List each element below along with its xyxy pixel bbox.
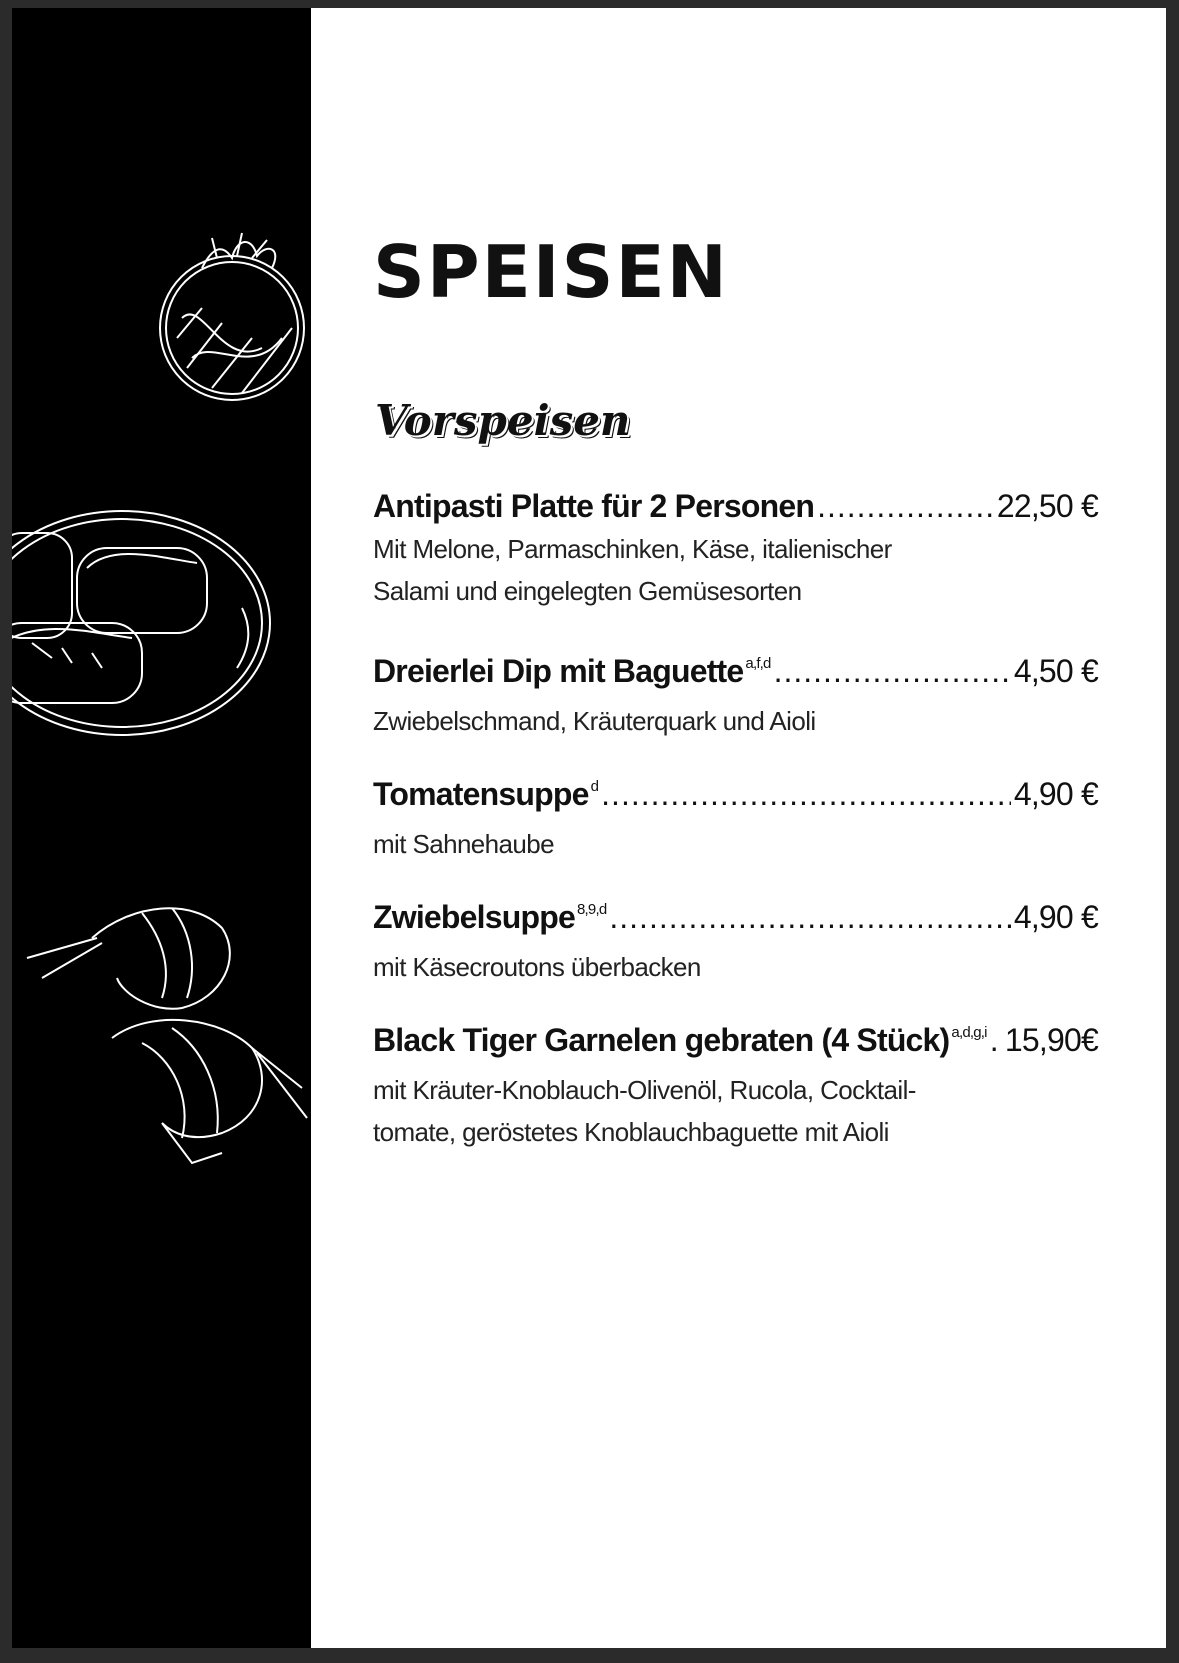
shrimp-icon: [22, 898, 311, 1178]
dot-leader: [817, 486, 994, 526]
dot-leader: [609, 897, 1010, 937]
description-line: mit Käsecroutons überbacken: [373, 952, 701, 982]
sidebar-illustrations: [12, 8, 311, 1648]
item-price: 15,90€: [1004, 1022, 1098, 1058]
description-line: mit Sahnehaube: [373, 829, 554, 859]
item-name: Tomatensuppe: [373, 776, 589, 812]
allergen-codes: d: [590, 778, 599, 795]
menu-item: [373, 897, 1098, 988]
menu-item-row: [373, 486, 1098, 526]
item-price: 22,50 €: [996, 488, 1098, 524]
allergen-codes: 8,9,d: [577, 901, 607, 918]
section-title: Vorspeisen: [375, 396, 631, 445]
item-description: [373, 528, 933, 612]
item-name: Black Tiger Garnelen gebraten (4 Stück): [373, 1022, 950, 1058]
allergen-codes: a,f,d: [745, 655, 771, 672]
tomato-icon: [142, 228, 311, 408]
item-description: [373, 823, 933, 865]
dot-leader: [601, 774, 1011, 814]
bruschetta-plate-icon: [12, 498, 282, 748]
item-description: [373, 946, 933, 988]
allergen-codes: a,d,g,i: [951, 1024, 987, 1041]
description-line: Mit Melone, Parmaschinken, Käse, italienischer: [373, 534, 892, 564]
item-description: [373, 700, 933, 742]
menu-item: [373, 1020, 1098, 1153]
description-line: mit Kräuter-Knoblauch-Olivenöl, Rucola, Cocktail-: [373, 1075, 916, 1105]
description-line: Zwiebelschmand, Kräuterquark und Aioli: [373, 706, 816, 736]
item-name: Zwiebelsuppe: [373, 899, 575, 935]
menu-page: [12, 8, 1166, 1648]
menu-heading: SPEISEN: [373, 230, 729, 314]
menu-item: [373, 774, 1098, 865]
description-line: tomate, geröstetes Knoblauchbaguette mit Aioli: [373, 1117, 889, 1147]
dot-leader: [990, 1020, 1002, 1060]
item-description: [373, 1069, 933, 1153]
menu-item: [373, 486, 1098, 612]
item-name: Antipasti Platte für 2 Personen: [373, 488, 815, 524]
description-line: Salami und eingelegten Gemüsesorten: [373, 576, 802, 606]
menu-content: [373, 8, 1166, 1648]
item-name: Dreierlei Dip mit Baguette: [373, 653, 744, 689]
menu-item-row: [373, 897, 1098, 944]
item-price: 4,90 €: [1013, 776, 1098, 812]
menu-item: [373, 651, 1098, 742]
dot-leader: [774, 651, 1011, 691]
item-price: 4,50 €: [1013, 653, 1098, 689]
item-price: 4,90 €: [1013, 899, 1098, 935]
menu-item-row: [373, 651, 1098, 698]
menu-item-row: [373, 774, 1098, 821]
menu-item-row: [373, 1020, 1098, 1067]
